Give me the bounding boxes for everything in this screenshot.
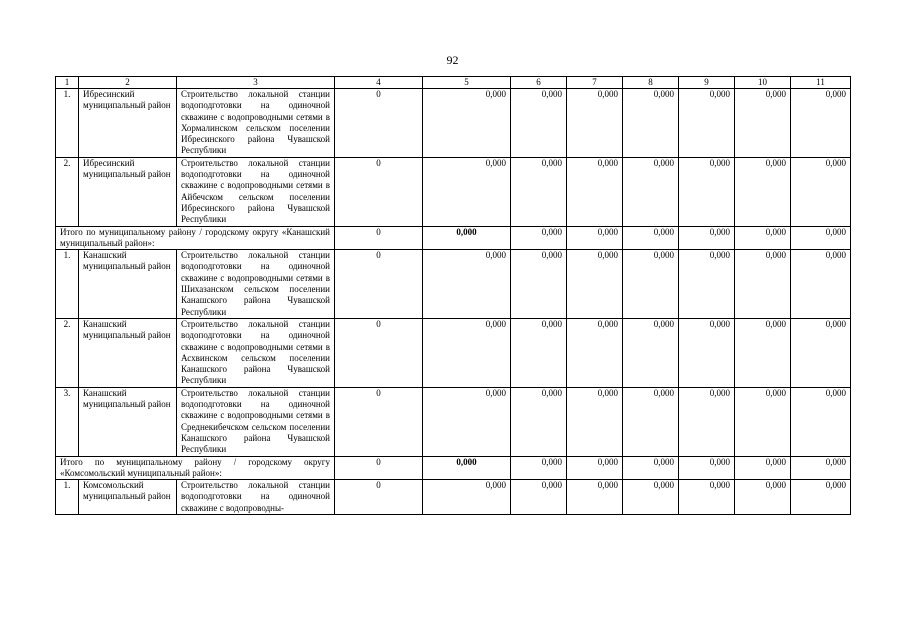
project-description: Строительство локальной станции водоподготовки на одиночной скважине с водопроводны- — [177, 480, 335, 515]
total-row — [56, 226, 851, 250]
value-cell-7: 0,000 — [567, 250, 623, 319]
row-number: 1. — [56, 89, 79, 158]
header-cell: 10 — [735, 77, 791, 89]
value-cell-11: 0,000 — [791, 456, 851, 480]
value-cell-10: 0,000 — [735, 387, 791, 456]
value-cell-4: 0 — [335, 226, 423, 250]
table-row — [56, 89, 851, 158]
value-cell-11: 0,000 — [791, 318, 851, 387]
project-description: Строительство локальной станции водоподготовки на одиночной скважине с водопроводными сетями в Асхвинском сельском поселении Канашского района Чувашской Республики — [177, 318, 335, 387]
value-cell-6: 0,000 — [511, 89, 567, 158]
value-cell-9: 0,000 — [679, 480, 735, 515]
value-cell-10: 0,000 — [735, 157, 791, 226]
total-row — [56, 456, 851, 480]
value-cell-7: 0,000 — [567, 480, 623, 515]
value-cell-8: 0,000 — [623, 89, 679, 158]
value-cell-6: 0,000 — [511, 387, 567, 456]
value-cell-11: 0,000 — [791, 480, 851, 515]
header-cell: 8 — [623, 77, 679, 89]
header-cell: 11 — [791, 77, 851, 89]
value-cell-4: 0 — [335, 89, 423, 158]
header-cell: 4 — [335, 77, 423, 89]
value-cell-5: 0,000 — [423, 157, 511, 226]
value-cell-8: 0,000 — [623, 456, 679, 480]
header-cell: 5 — [423, 77, 511, 89]
value-cell-8: 0,000 — [623, 157, 679, 226]
header-cell: 6 — [511, 77, 567, 89]
total-label: Итого по муниципальному району / городскому округу «Комсомольский муниципальный район»: — [56, 456, 335, 480]
value-cell-11: 0,000 — [791, 387, 851, 456]
row-number: 2. — [56, 157, 79, 226]
district-name: Канашский муниципальный район — [79, 318, 177, 387]
value-cell-9: 0,000 — [679, 89, 735, 158]
value-cell-10: 0,000 — [735, 226, 791, 250]
value-cell-11: 0,000 — [791, 89, 851, 158]
header-cell: 9 — [679, 77, 735, 89]
district-name: Ибресинский муниципальный район — [79, 89, 177, 158]
district-name: Канашский муниципальный район — [79, 250, 177, 319]
table-row — [56, 250, 851, 319]
value-cell-5 — [423, 456, 511, 480]
value-cell-10: 0,000 — [735, 318, 791, 387]
value-cell-6: 0,000 — [511, 250, 567, 319]
row-number: 2. — [56, 318, 79, 387]
value-cell-10: 0,000 — [735, 456, 791, 480]
value-cell-7: 0,000 — [567, 226, 623, 250]
value-cell-10: 0,000 — [735, 480, 791, 515]
value-cell-4: 0 — [335, 456, 423, 480]
row-number: 3. — [56, 387, 79, 456]
table-row — [56, 157, 851, 226]
value-cell-5: 0,000 — [423, 250, 511, 319]
value-cell-11: 0,000 — [791, 250, 851, 319]
value-cell-6: 0,000 — [511, 226, 567, 250]
value-cell-4: 0 — [335, 480, 423, 515]
value-cell-6: 0,000 — [511, 157, 567, 226]
value-cell-5 — [423, 226, 511, 250]
value-cell-9: 0,000 — [679, 157, 735, 226]
table-row — [56, 318, 851, 387]
value-cell-6: 0,000 — [511, 456, 567, 480]
value-cell-11: 0,000 — [791, 157, 851, 226]
project-description: Строительство локальной станции водоподготовки на одиночной скважине с водопроводными сетями в Айбечском сельском поселении Ибресинского района Чувашской Республики — [177, 157, 335, 226]
header-cell: 3 — [177, 77, 335, 89]
header-cell: 7 — [567, 77, 623, 89]
value-cell-5: 0,000 — [423, 318, 511, 387]
value-cell-9: 0,000 — [679, 318, 735, 387]
district-name: Комсомольский муниципальный район — [79, 480, 177, 515]
total-value: 0,000 — [456, 226, 477, 237]
value-cell-7: 0,000 — [567, 89, 623, 158]
project-description: Строительство локальной станции водоподготовки на одиночной скважине с водопроводными сетями в Среднекибечском сельском поселении Канашского района Чувашской Республики — [177, 387, 335, 456]
value-cell-7: 0,000 — [567, 456, 623, 480]
value-cell-9: 0,000 — [679, 250, 735, 319]
value-cell-8: 0,000 — [623, 226, 679, 250]
data-table — [55, 76, 851, 515]
value-cell-4: 0 — [335, 387, 423, 456]
table-row — [56, 480, 851, 515]
value-cell-9: 0,000 — [679, 387, 735, 456]
value-cell-11: 0,000 — [791, 226, 851, 250]
table-row — [56, 387, 851, 456]
value-cell-4: 0 — [335, 250, 423, 319]
value-cell-5: 0,000 — [423, 89, 511, 158]
project-description: Строительство локальной станции водоподготовки на одиночной скважине с водопроводными сетями в Хормалинском сельском поселении Ибресинского района Чувашской Республики — [177, 89, 335, 158]
value-cell-7: 0,000 — [567, 157, 623, 226]
total-value: 0,000 — [456, 456, 477, 467]
district-name: Канашский муниципальный район — [79, 387, 177, 456]
header-row — [56, 77, 851, 89]
value-cell-5: 0,000 — [423, 387, 511, 456]
value-cell-5: 0,000 — [423, 480, 511, 515]
value-cell-8: 0,000 — [623, 387, 679, 456]
value-cell-10: 0,000 — [735, 89, 791, 158]
value-cell-8: 0,000 — [623, 250, 679, 319]
value-cell-4: 0 — [335, 318, 423, 387]
value-cell-6: 0,000 — [511, 480, 567, 515]
row-number: 1. — [56, 480, 79, 515]
value-cell-4: 0 — [335, 157, 423, 226]
total-label: Итого по муниципальному району / городскому округу «Канашский муниципальный район»: — [56, 226, 335, 250]
value-cell-8: 0,000 — [623, 480, 679, 515]
value-cell-9: 0,000 — [679, 456, 735, 480]
page-number: 92 — [446, 53, 459, 67]
district-name: Ибресинский муниципальный район — [79, 157, 177, 226]
project-description: Строительство локальной станции водоподготовки на одиночной скважине с водопроводными сетями в Шихазанском сельском поселении Канашского района Чувашской Республики — [177, 250, 335, 319]
header-cell: 1 — [56, 77, 79, 89]
value-cell-9: 0,000 — [679, 226, 735, 250]
value-cell-8: 0,000 — [623, 318, 679, 387]
header-cell: 2 — [79, 77, 177, 89]
value-cell-6: 0,000 — [511, 318, 567, 387]
value-cell-7: 0,000 — [567, 387, 623, 456]
value-cell-7: 0,000 — [567, 318, 623, 387]
row-number: 1. — [56, 250, 79, 319]
value-cell-10: 0,000 — [735, 250, 791, 319]
